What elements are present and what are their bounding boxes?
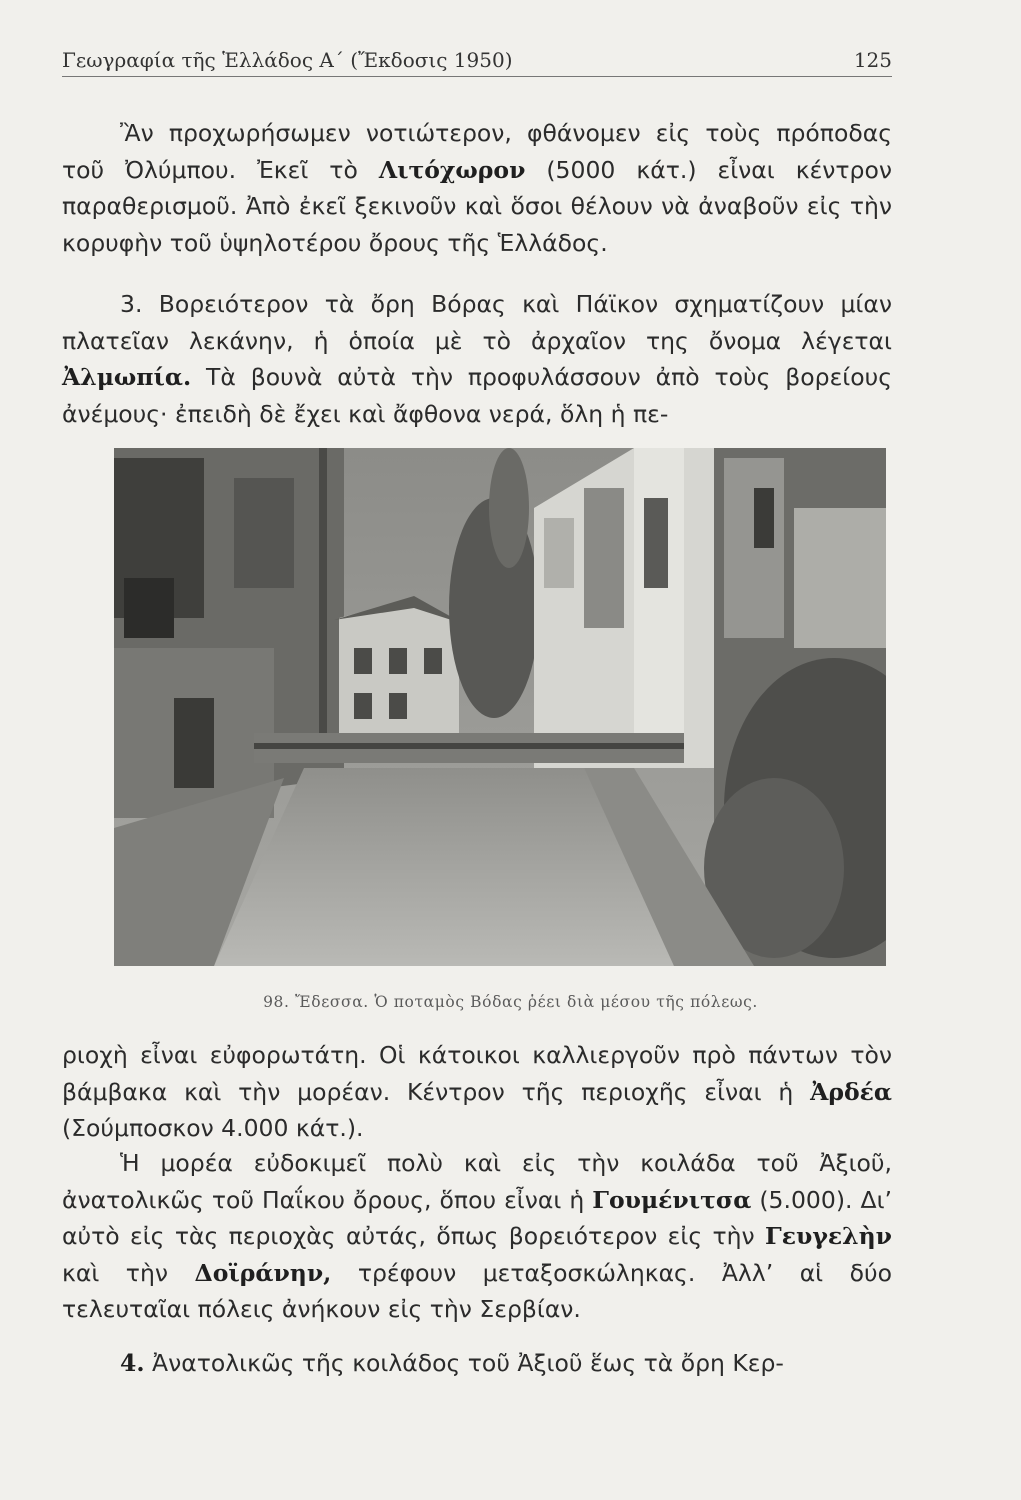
place-name-litochoro: Λιτόχωρον xyxy=(378,155,526,184)
paragraph-ardea: ριοχὴ εἶναι εὐφορωτάτη. Οἱ κάτοικοι καλλιεργοῦν πρὸ πάντων τὸν βάμβακα καὶ τὴν μορέαν. Κέντρον τῆς περιοχῆς εἶναι ἡ Ἀρδέα (Σούμποσκον 4.000 κάτ.). xyxy=(62,1041,892,1142)
place-name-ardea: Ἀρδέα xyxy=(810,1077,892,1106)
running-header xyxy=(62,48,892,77)
running-title: Γεωγραφία τῆς Ἑλλάδος Α΄ (Ἔκδοσις 1950) xyxy=(62,48,513,72)
paragraph-axios-east: 4. Ἀνατολικῶς τῆς κοιλάδος τοῦ Ἀξιοῦ ἕως τὰ ὄρη Κερ- xyxy=(120,1349,784,1377)
place-name-almopia: Ἀλμωπία. xyxy=(62,363,192,391)
place-name-doirani: Δοϊράνην, xyxy=(194,1258,332,1287)
paragraph-olympus: Ἂν προχωρήσωμεν νοτιώτερον, φθάνομεν εἰς τοὺς πρόποδας τοῦ Ὀλύμπου. Ἐκεῖ τὸ Λιτόχωρον (5000 κάτ.) εἶναι κέντρον παραθερισμοῦ. Ἀπὸ ἐκεῖ ξεκινοῦν καὶ ὅσοι θέλουν νὰ ἀναβοῦν εἰς τὴν κορυφὴν τοῦ ὑψηλοτέρου ὄρους τῆς Ἑλλάδος. xyxy=(62,119,892,257)
section-number: 4. xyxy=(120,1349,145,1377)
paragraph-mulberry: Ἡ μορέα εὐδοκιμεῖ πολὺ καὶ εἰς τὴν κοιλάδα τοῦ Ἀξιοῦ, ἀνατολικῶς τοῦ Παΐκου ὄρους, ὅπου εἶναι ἡ Γουμένιτσα (5.000). Δι’ αὐτὸ εἰς τὰς περιοχὰς αὐτάς, ὅπως βορειότερον εἰς τὴν Γευγελὴν καὶ τὴν Δοϊράνην, τρέφουν μεταξοσκώληκας. Ἀλλ’ αἱ δύο τελευταῖαι πόλεις ἀνήκουν εἰς τὴν Σερβίαν. xyxy=(62,1149,892,1323)
page-number: 125 xyxy=(853,48,892,72)
paragraph-almopia: 3. Βορειότερον τὰ ὄρη Βόρας καὶ Πάϊκον σχηματίζουν μίαν πλατεῖαν λεκάνην, ἡ ὁποία μὲ τὸ ἀρχαῖον της ὄνομα λέγεται Ἀλμωπία. Τὰ βουνὰ αὐτὰ τὴν προφυλάσσουν ἀπὸ τοὺς βορείους ἀνέμους· ἐπειδὴ δὲ ἔχει καὶ ἄφθονα νερά, ὅλη ἡ πε- xyxy=(62,290,892,428)
place-name-gevgelija: Γευγελὴν xyxy=(765,1222,892,1250)
place-name-goumenitsa: Γουμένιτσα xyxy=(592,1185,752,1214)
photo-edessa-river xyxy=(114,448,886,966)
photo-caption: 98. Ἔδεσσα. Ὁ ποταμὸς Βόδας ῥέει διὰ μέσου τῆς πόλεως. xyxy=(263,993,758,1011)
